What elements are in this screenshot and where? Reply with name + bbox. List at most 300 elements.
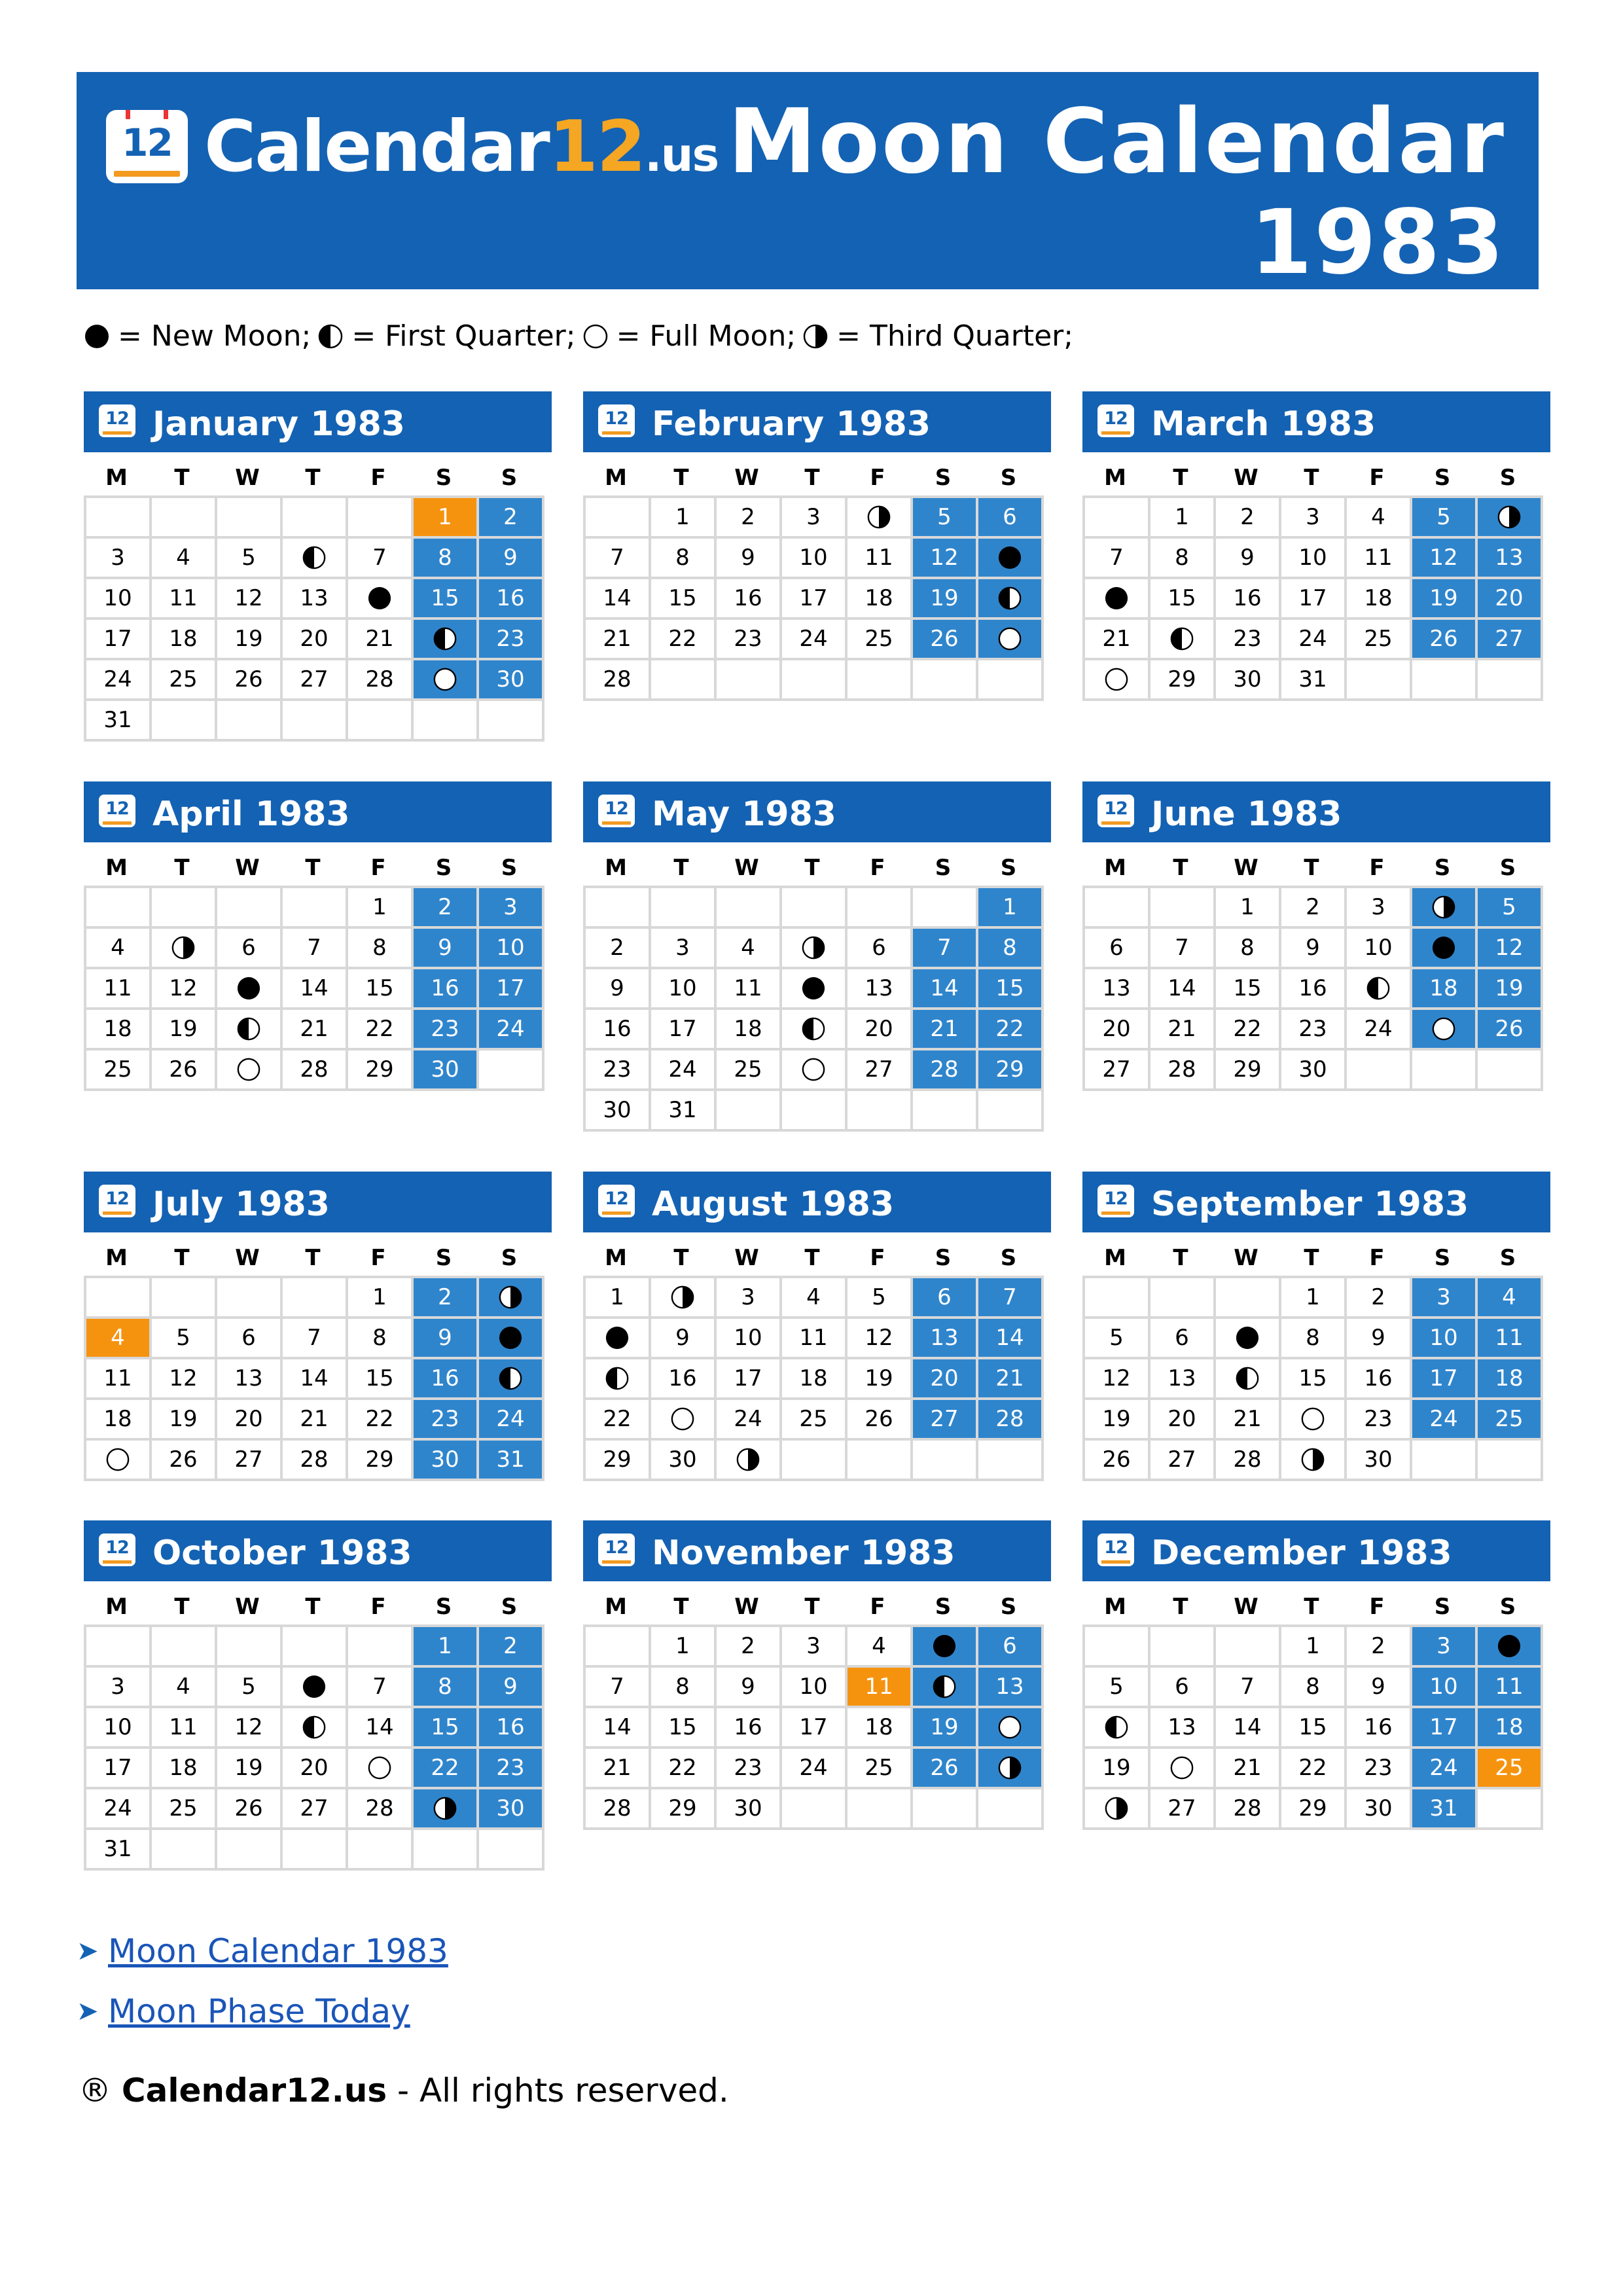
day-cell: 14 [283, 1359, 348, 1400]
day-cell: 9 [586, 969, 651, 1010]
day-cell: 28 [348, 660, 414, 701]
weekday-label: M [1104, 465, 1126, 491]
day-cell: 28 [283, 1050, 348, 1091]
day-cell-first-moon [479, 1359, 544, 1400]
day-cell: 23 [479, 620, 544, 660]
day-cell: 31 [651, 1091, 717, 1132]
weekday-label: S [1434, 1594, 1451, 1620]
weekday-label: T [673, 1594, 689, 1620]
day-cell: 18 [847, 579, 913, 620]
day-cell: 13 [913, 1319, 978, 1359]
day-cell-first-moon [1216, 1359, 1281, 1400]
day-cell-first-moon [217, 1010, 283, 1050]
day-cell: 28 [1216, 1789, 1281, 1830]
weekday-label: F [370, 1245, 386, 1271]
day-cell: 4 [847, 1627, 913, 1668]
empty-cell [414, 1830, 479, 1871]
day-cell: 22 [348, 1400, 414, 1441]
empty-cell [348, 1627, 414, 1668]
day-cell: 28 [586, 1789, 651, 1830]
link-row [77, 1921, 448, 1981]
day-cell: 21 [1216, 1400, 1281, 1441]
first-moon-icon [1104, 1715, 1129, 1740]
first-moon-icon [1366, 976, 1391, 1001]
weekday-label: S [935, 1245, 952, 1271]
day-cell-third-moon [1478, 498, 1543, 539]
site-logo[interactable] [204, 106, 718, 188]
day-cell: 10 [86, 579, 152, 620]
day-cell: 19 [913, 1708, 978, 1749]
weekday-header-row [583, 855, 1041, 881]
month-day-grid [1082, 1276, 1543, 1481]
day-cell-first-moon [782, 1010, 847, 1050]
day-cell: 2 [1216, 498, 1281, 539]
day-cell: 19 [217, 620, 283, 660]
calendar-icon-number: 12 [105, 798, 129, 819]
day-cell: 15 [414, 579, 479, 620]
empty-cell [913, 888, 978, 929]
first-moon-icon [236, 1016, 261, 1041]
day-cell: 18 [1412, 969, 1478, 1010]
new-moon-icon [801, 976, 826, 1001]
empty-cell [1478, 1050, 1543, 1091]
day-cell: 16 [1281, 969, 1347, 1010]
day-cell: 19 [847, 1359, 913, 1400]
day-cell: 29 [1216, 1050, 1281, 1091]
empty-cell [217, 1278, 283, 1319]
day-cell: 24 [86, 660, 152, 701]
footer-brand: Calendar12.us [121, 2072, 387, 2109]
legend-label: = Full Moon; [616, 319, 796, 353]
empty-cell [1085, 498, 1150, 539]
weekday-header-row [583, 1245, 1041, 1271]
empty-cell [217, 1627, 283, 1668]
page-title-line2: 1983 [1250, 191, 1506, 295]
month-header [583, 391, 1051, 452]
day-cell: 31 [86, 1830, 152, 1871]
weekday-label: F [1369, 855, 1385, 881]
calendar-icon-number: 12 [605, 798, 628, 819]
day-cell: 30 [1347, 1789, 1412, 1830]
day-cell: 3 [479, 888, 544, 929]
empty-cell [978, 1091, 1044, 1132]
calendar-icon-number: 12 [105, 408, 129, 429]
day-cell: 19 [217, 1749, 283, 1789]
day-cell: 1 [1216, 888, 1281, 929]
empty-cell [283, 498, 348, 539]
day-cell: 24 [1412, 1400, 1478, 1441]
page-title [728, 92, 1506, 293]
day-cell: 30 [717, 1789, 782, 1830]
day-cell: 23 [717, 1749, 782, 1789]
month-header [583, 1172, 1051, 1232]
weekday-label: T [1304, 1245, 1319, 1271]
day-cell: 2 [1347, 1627, 1412, 1668]
day-cell: 27 [1150, 1441, 1216, 1481]
month-title: March 1983 [1151, 404, 1376, 444]
day-cell: 18 [782, 1359, 847, 1400]
day-cell-new-moon [283, 1668, 348, 1708]
month-header [583, 1520, 1051, 1581]
month-day-grid [583, 495, 1044, 701]
empty-cell [152, 701, 217, 742]
day-cell: 13 [1150, 1708, 1216, 1749]
day-cell: 23 [717, 620, 782, 660]
month-header [1082, 1172, 1550, 1232]
full-moon-icon [801, 1057, 826, 1082]
empty-cell [217, 701, 283, 742]
day-cell: 10 [782, 1668, 847, 1708]
day-cell-new-moon [913, 1627, 978, 1668]
day-cell: 25 [847, 620, 913, 660]
day-cell: 9 [651, 1319, 717, 1359]
day-cell: 17 [1412, 1708, 1478, 1749]
weekday-header-row [1082, 1245, 1541, 1271]
weekday-label: S [1000, 465, 1017, 491]
calendar-icon [1097, 404, 1134, 437]
weekday-label: T [1173, 855, 1188, 881]
calendar-icon [99, 404, 135, 437]
logo-accent: 12 [548, 106, 645, 188]
weekday-label: F [370, 1594, 386, 1620]
moon-phase-today-link[interactable]: Moon Phase Today [108, 1992, 410, 2030]
day-cell: 14 [348, 1708, 414, 1749]
day-cell: 1 [414, 1627, 479, 1668]
month-day-grid [84, 1276, 544, 1481]
day-cell: 20 [1150, 1400, 1216, 1441]
page-title-line1: Moon Calendar [728, 90, 1506, 194]
weekday-label: S [1499, 465, 1516, 491]
day-cell: 23 [1347, 1749, 1412, 1789]
day-cell: 15 [1281, 1359, 1347, 1400]
arrow-right-icon: ➤ [77, 1996, 99, 2026]
day-cell-third-moon [1085, 1789, 1150, 1830]
day-cell: 26 [913, 620, 978, 660]
day-cell: 21 [1085, 620, 1150, 660]
logo-icon-number: 12 [122, 120, 172, 165]
day-cell: 12 [152, 1359, 217, 1400]
day-cell: 19 [152, 1400, 217, 1441]
day-cell: 26 [217, 1789, 283, 1830]
day-cell: 23 [414, 1010, 479, 1050]
weekday-label: M [105, 1594, 128, 1620]
empty-cell [651, 660, 717, 701]
day-cell: 3 [86, 539, 152, 579]
empty-cell [1347, 660, 1412, 701]
weekday-header-row [84, 1594, 542, 1620]
empty-cell [717, 888, 782, 929]
link-row [77, 1981, 448, 2041]
calendar-icon [99, 795, 135, 827]
weekday-label: S [1434, 465, 1451, 491]
day-cell-new-moon [1412, 929, 1478, 969]
day-cell: 1 [978, 888, 1044, 929]
month-header [84, 391, 552, 452]
day-cell: 10 [1281, 539, 1347, 579]
day-cell: 10 [782, 539, 847, 579]
empty-cell [1478, 1789, 1543, 1830]
day-cell: 11 [152, 579, 217, 620]
empty-cell [283, 701, 348, 742]
empty-cell [283, 1627, 348, 1668]
day-cell: 1 [1281, 1278, 1347, 1319]
empty-cell [782, 888, 847, 929]
weekday-label: S [1499, 1594, 1516, 1620]
day-cell: 26 [913, 1749, 978, 1789]
empty-cell [86, 1278, 152, 1319]
full-moon-icon [367, 1755, 392, 1780]
empty-cell [913, 1789, 978, 1830]
day-cell: 12 [847, 1319, 913, 1359]
day-cell: 5 [152, 1319, 217, 1359]
weekday-label: W [734, 1594, 759, 1620]
weekday-label: W [1234, 1245, 1258, 1271]
empty-cell [152, 1278, 217, 1319]
day-cell: 2 [414, 888, 479, 929]
calendar-icon [1097, 1185, 1134, 1217]
day-cell-third-moon [978, 1749, 1044, 1789]
empty-cell [913, 660, 978, 701]
day-cell: 9 [479, 539, 544, 579]
calendar-logo-icon [106, 110, 188, 183]
day-cell: 21 [283, 1400, 348, 1441]
third-moon-icon [670, 1285, 695, 1310]
day-cell: 21 [586, 1749, 651, 1789]
day-cell: 22 [651, 1749, 717, 1789]
day-cell: 18 [152, 620, 217, 660]
empty-cell [847, 660, 913, 701]
day-cell: 12 [217, 1708, 283, 1749]
day-cell: 26 [217, 660, 283, 701]
day-cell-new-moon [1478, 1627, 1543, 1668]
day-cell: 6 [978, 498, 1044, 539]
day-cell: 6 [1150, 1668, 1216, 1708]
weekday-label: T [305, 465, 321, 491]
day-cell: 11 [847, 539, 913, 579]
day-cell: 6 [217, 929, 283, 969]
new-moon-icon [236, 976, 261, 1001]
empty-cell [1412, 1441, 1478, 1481]
day-cell: 23 [414, 1400, 479, 1441]
registered-symbol: ® [79, 2072, 111, 2109]
legend-label: = Third Quarter; [836, 319, 1074, 353]
empty-cell [348, 498, 414, 539]
day-cell: 7 [348, 539, 414, 579]
calendar-icon-number: 12 [105, 1189, 129, 1209]
day-cell: 15 [651, 579, 717, 620]
day-cell: 15 [978, 969, 1044, 1010]
day-cell: 11 [152, 1708, 217, 1749]
day-cell: 2 [479, 498, 544, 539]
day-cell: 14 [283, 969, 348, 1010]
empty-cell [1150, 1627, 1216, 1668]
full-moon-icon [1104, 667, 1129, 692]
day-cell: 16 [717, 1708, 782, 1749]
empty-cell [1412, 1050, 1478, 1091]
day-cell: 11 [717, 969, 782, 1010]
empty-cell [217, 498, 283, 539]
calendar-icon-number: 12 [1104, 1189, 1128, 1209]
day-cell: 1 [1281, 1627, 1347, 1668]
day-cell: 17 [651, 1010, 717, 1050]
day-cell-third-moon [414, 1789, 479, 1830]
weekday-label: M [1104, 855, 1126, 881]
day-cell: 29 [978, 1050, 1044, 1091]
full-moon-icon [1431, 1016, 1456, 1041]
weekday-label: M [1104, 1245, 1126, 1271]
calendar-icon-number: 12 [1104, 408, 1128, 429]
new-moon-icon [302, 1674, 327, 1699]
day-cell: 1 [651, 498, 717, 539]
day-cell: 26 [1412, 620, 1478, 660]
full-moon-icon [670, 1407, 695, 1431]
day-cell: 23 [1281, 1010, 1347, 1050]
month-day-grid [583, 1624, 1044, 1830]
weekday-label: T [1173, 465, 1188, 491]
day-cell: 7 [1216, 1668, 1281, 1708]
weekday-label: T [804, 465, 820, 491]
day-cell: 8 [348, 929, 414, 969]
day-cell: 30 [479, 1789, 544, 1830]
calendar-icon [99, 1185, 135, 1217]
empty-cell [651, 888, 717, 929]
empty-cell [348, 701, 414, 742]
day-cell: 24 [479, 1010, 544, 1050]
day-cell: 4 [86, 929, 152, 969]
weekday-label: S [1000, 1245, 1017, 1271]
page-header [77, 72, 1539, 295]
day-cell: 9 [1216, 539, 1281, 579]
third-quarter-moon-icon [802, 323, 829, 350]
third-moon-icon [171, 935, 196, 960]
day-cell: 8 [1281, 1319, 1347, 1359]
day-cell: 25 [152, 1789, 217, 1830]
day-cell: 17 [782, 1708, 847, 1749]
third-moon-icon [1431, 895, 1456, 920]
day-cell: 8 [348, 1319, 414, 1359]
legend-full-moon [582, 319, 796, 353]
day-cell: 16 [479, 1708, 544, 1749]
weekday-label: S [1434, 855, 1451, 881]
day-cell: 21 [1216, 1749, 1281, 1789]
empty-cell [717, 660, 782, 701]
day-cell-new-moon [479, 1319, 544, 1359]
third-moon-icon [1300, 1447, 1325, 1472]
weekday-header-row [583, 1594, 1041, 1620]
new-moon-icon [997, 545, 1022, 570]
weekday-label: T [804, 855, 820, 881]
empty-cell [1478, 1441, 1543, 1481]
day-cell-full-moon [86, 1441, 152, 1481]
full-moon-icon [1300, 1407, 1325, 1431]
day-cell: 7 [283, 1319, 348, 1359]
day-cell: 21 [978, 1359, 1044, 1400]
day-cell: 27 [283, 1789, 348, 1830]
day-cell: 7 [1150, 929, 1216, 969]
month-day-grid [583, 886, 1044, 1132]
weekday-label: S [501, 1245, 518, 1271]
day-cell: 30 [586, 1091, 651, 1132]
calendar-icon-number: 12 [105, 1537, 129, 1558]
day-cell: 27 [217, 1441, 283, 1481]
day-cell: 28 [978, 1400, 1044, 1441]
moon-calendar-link[interactable]: Moon Calendar 1983 [108, 1932, 448, 1970]
day-cell: 3 [1281, 498, 1347, 539]
day-cell: 23 [586, 1050, 651, 1091]
day-cell: 15 [1281, 1708, 1347, 1749]
weekday-label: S [1000, 855, 1017, 881]
day-cell: 25 [86, 1050, 152, 1091]
day-cell: 22 [414, 1749, 479, 1789]
day-cell: 29 [1281, 1789, 1347, 1830]
third-moon-icon [801, 935, 826, 960]
legend-new-moon [84, 319, 311, 353]
weekday-label: S [935, 465, 952, 491]
weekday-label: T [174, 855, 190, 881]
first-moon-icon [1169, 626, 1194, 651]
day-cell: 9 [1347, 1668, 1412, 1708]
day-cell: 15 [1150, 579, 1216, 620]
weekday-header-row [1082, 1594, 1541, 1620]
third-moon-icon [866, 505, 891, 529]
day-cell-third-moon [152, 929, 217, 969]
month-title: August 1983 [652, 1185, 895, 1224]
day-cell: 1 [348, 1278, 414, 1319]
empty-cell [782, 1789, 847, 1830]
weekday-label: F [870, 465, 885, 491]
weekday-label: M [605, 855, 627, 881]
day-cell: 25 [1478, 1749, 1543, 1789]
day-cell: 8 [414, 539, 479, 579]
day-cell-third-moon [1412, 888, 1478, 929]
month-day-grid [583, 1276, 1044, 1481]
day-cell: 3 [86, 1668, 152, 1708]
day-cell: 22 [651, 620, 717, 660]
full-moon-icon [582, 323, 609, 350]
weekday-label: S [1434, 1245, 1451, 1271]
weekday-label: S [501, 1594, 518, 1620]
empty-cell [717, 1091, 782, 1132]
day-cell: 15 [651, 1708, 717, 1749]
weekday-label: W [235, 1594, 260, 1620]
weekday-label: S [435, 1245, 452, 1271]
day-cell: 8 [651, 539, 717, 579]
day-cell-full-moon [217, 1050, 283, 1091]
month-title: July 1983 [152, 1185, 330, 1224]
empty-cell [913, 1091, 978, 1132]
day-cell: 5 [217, 539, 283, 579]
day-cell: 13 [978, 1668, 1044, 1708]
day-cell: 4 [782, 1278, 847, 1319]
month-day-grid [84, 1624, 544, 1871]
month-title: September 1983 [1151, 1185, 1469, 1224]
day-cell: 13 [847, 969, 913, 1010]
day-cell: 28 [1150, 1050, 1216, 1091]
full-moon-icon [997, 626, 1022, 651]
day-cell: 17 [1281, 579, 1347, 620]
day-cell: 5 [217, 1668, 283, 1708]
day-cell: 18 [86, 1010, 152, 1050]
day-cell: 26 [152, 1050, 217, 1091]
day-cell: 7 [586, 1668, 651, 1708]
day-cell: 9 [717, 539, 782, 579]
day-cell: 14 [1150, 969, 1216, 1010]
empty-cell [978, 660, 1044, 701]
empty-cell [152, 1830, 217, 1871]
day-cell: 4 [717, 929, 782, 969]
day-cell: 20 [283, 620, 348, 660]
empty-cell [1085, 1278, 1150, 1319]
